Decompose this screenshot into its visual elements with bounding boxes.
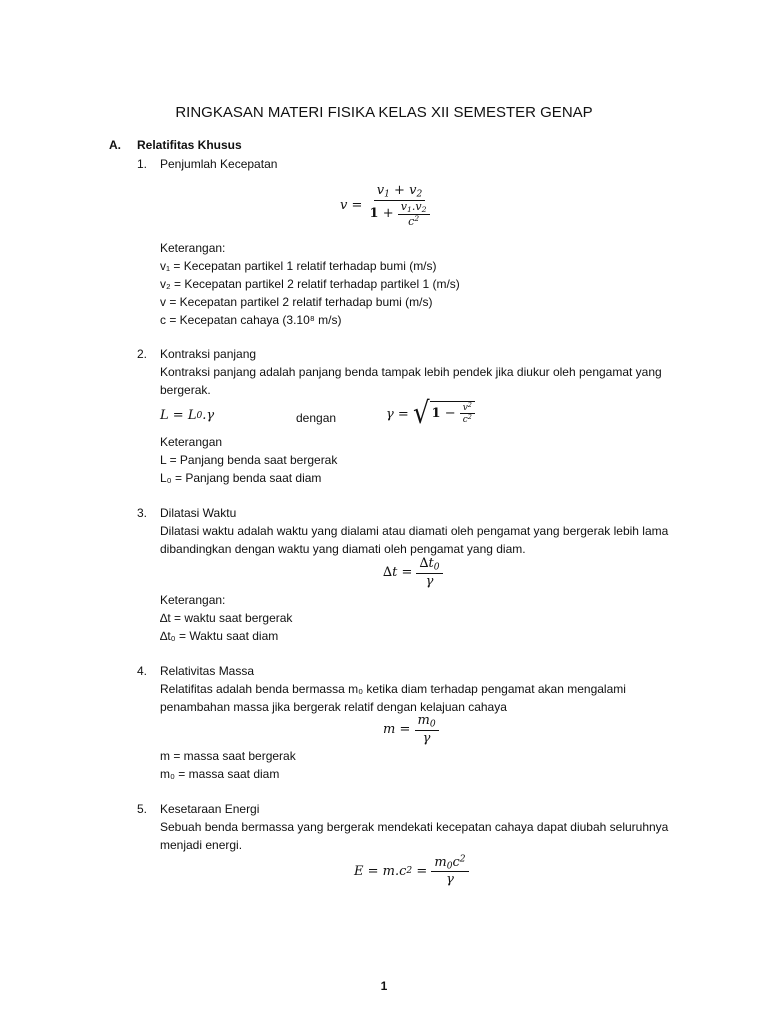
item-description: Kontraksi panjang adalah panjang benda tampak lebih pendek jika diukur oleh pengamat yang — [160, 365, 662, 379]
ket-line: m₀ = massa saat diam — [160, 767, 280, 781]
item-heading: Relativitas Massa — [160, 664, 255, 678]
item-number: 1. — [137, 157, 148, 171]
ket-line: ∆t₀ = Waktu saat diam — [160, 629, 279, 643]
ket-line: ∆t = waktu saat bergerak — [160, 611, 293, 625]
item-description: Sebuah benda bermassa yang bergerak mendekati kecepatan cahaya dapat diubah seluruhnya — [160, 820, 669, 834]
formula-time-dilation: ∆t = $\frac{\Delta t_0}{\gamma}$ — [383, 556, 443, 590]
item-description: Dilatasi waktu adalah waktu yang dialami atau diamati oleh pengamat yang bergerak lebih lama — [160, 524, 669, 538]
formula-mass-energy: E = m.c 2 = $\frac{m_0c^2}{\gamma}$ — [354, 854, 469, 888]
page-title: RINGKASAN MATERI FISIKA KELAS XII SEMESTER GENAP — [175, 104, 593, 121]
formula-velocity-addition: v = $v_1 + v_2$ 1 + $\frac{v_1.v_2}{c^2}$ — [340, 183, 433, 229]
section-heading: Relatifitas Khusus — [137, 138, 242, 152]
ket-line: m = massa saat bergerak — [160, 749, 296, 763]
item-number: 4. — [137, 664, 148, 678]
item-heading: Kontraksi panjang — [160, 347, 257, 361]
ket-line: L = Panjang benda saat bergerak — [160, 453, 338, 467]
ket-line: v₁ = Kecepatan partikel 1 relatif terhadap bumi (m/s) — [160, 259, 437, 273]
page-number: 1 — [380, 979, 388, 993]
item-description: penambahan massa jika bergerak relatif dengan kelajuan cahaya — [160, 700, 507, 714]
connector-text: dengan — [296, 411, 337, 425]
ket-line: L₀ = Panjang benda saat diam — [160, 471, 322, 485]
item-number: 3. — [137, 506, 148, 520]
item-number: 5. — [137, 802, 148, 816]
item-number: 2. — [137, 347, 148, 361]
section-letter: A. — [109, 138, 121, 152]
formula-gamma: γ = √ 1 − $\frac{v^2}{c^2}$ — [386, 401, 475, 427]
item-heading: Penjumlah Kecepatan — [160, 157, 278, 171]
ket-line: v₂ = Kecepatan partikel 2 relatif terhadap partikel 1 (m/s) — [160, 277, 460, 291]
item-description: dibandingkan dengan waktu yang diamati oleh pengamat yang diam. — [160, 542, 526, 556]
ket-title: Keterangan: — [160, 593, 226, 607]
ket-line: v = Kecepatan partikel 2 relatif terhadap bumi (m/s) — [160, 295, 433, 309]
item-description: bergerak. — [160, 383, 211, 397]
item-heading: Kesetaraan Energi — [160, 802, 260, 816]
item-description: menjadi energi. — [160, 838, 243, 852]
item-description: Relatifitas adalah benda bermassa m₀ ketika diam terhadap pengamat akan mengalami — [160, 682, 626, 696]
ket-title: Keterangan — [160, 435, 223, 449]
formula-length-contraction: L = L 0 .γ — [160, 408, 215, 423]
ket-title: Keterangan: — [160, 241, 226, 255]
item-heading: Dilatasi Waktu — [160, 506, 237, 520]
ket-line: c = Kecepatan cahaya (3.10⁸ m/s) — [160, 313, 342, 327]
formula-relativistic-mass: m = $\frac{m_0}{\gamma}$ — [383, 713, 439, 747]
